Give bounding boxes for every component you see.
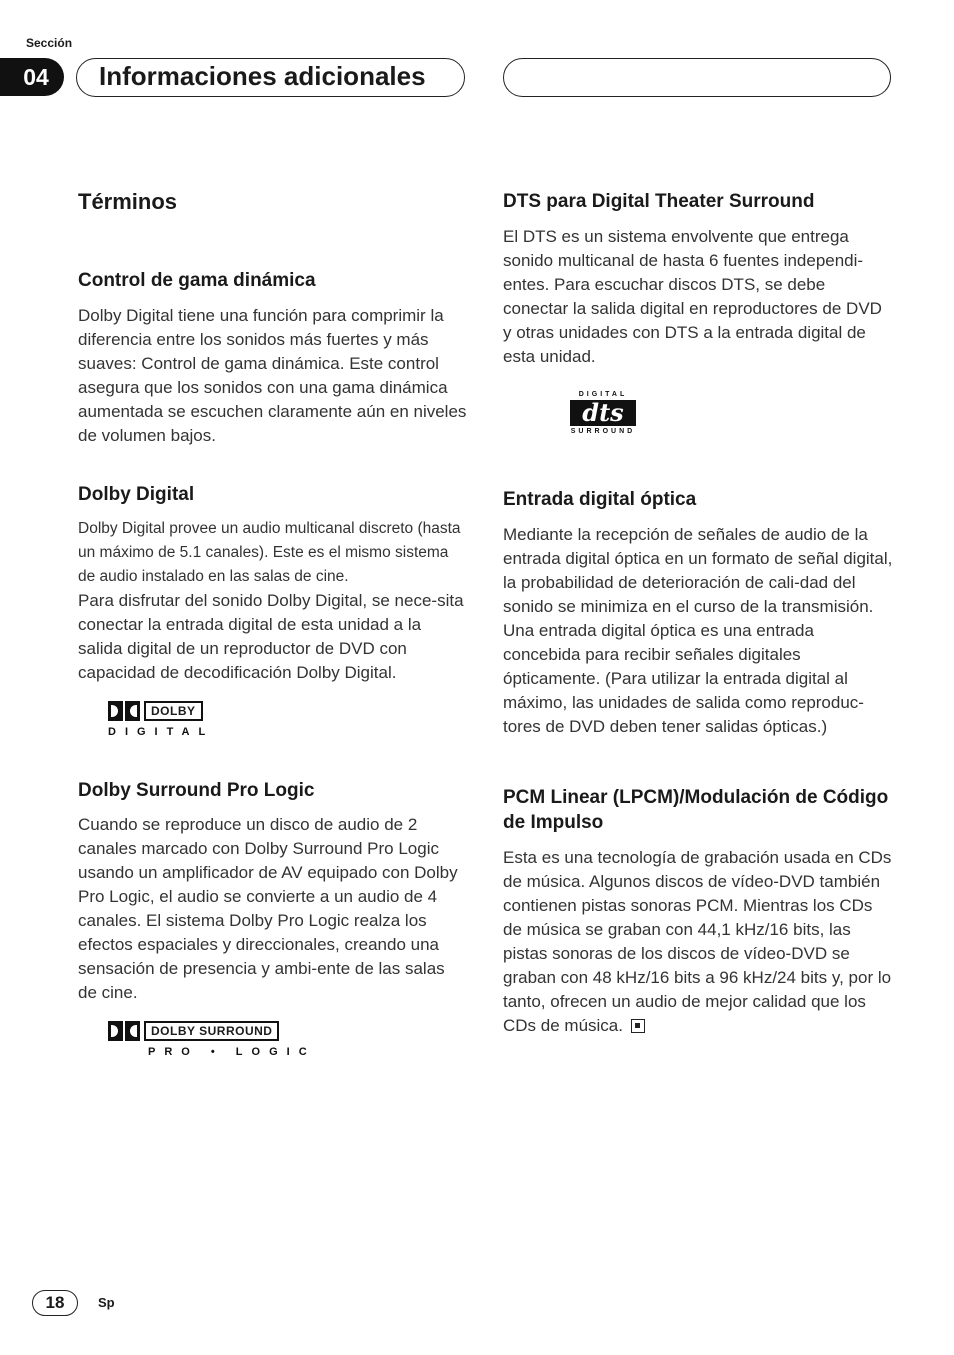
terms-heading: Términos <box>78 189 178 214</box>
dts-logo-mid: dts <box>570 400 636 426</box>
dolby-logo-text: DOLBY <box>144 701 203 721</box>
pro-logic-logo <box>108 1021 468 1058</box>
dolby-digital-title: Dolby Digital <box>78 484 195 505</box>
page-number: 18 <box>32 1290 78 1316</box>
pro-logic-body: Cuando se reproduce un disco de audio de 2 canales marcado con Dolby Surround Pro Logic usando un amplificador de AV equipado con Dolby Pro Logic, el audio se convierte a un audio de 4 canales. El sistema Dolby Pro Logic realza los efectos espaciales y direccionales, creando una sensación de presencia y ambi-ente de las salas de cine. <box>78 815 458 1002</box>
pro-logic-logo-sub: PRO • LOGIC <box>148 1046 316 1058</box>
language-code: Sp <box>98 1295 115 1310</box>
pro-logic-title: Dolby Surround Pro Logic <box>78 780 315 801</box>
dolby-logo-sub: DIGITAL <box>108 726 215 738</box>
double-d-icon <box>108 701 140 721</box>
page-title: Informaciones adicionales <box>76 58 465 97</box>
header-right-frame <box>503 58 891 97</box>
pro-logic-logo-text: DOLBY SURROUND <box>144 1021 279 1041</box>
section-label: Sección <box>26 36 73 50</box>
optical-body: Mediante la recepción de señales de audio de la entrada digital óptica en un formato de señal digital, la probabilidad de deterioración de cali-dad del sonido se minimiza en el curso de la transmisión. Una entrada digital óptica es una entrada concebida para recibir señales digitales ópticamente. (Para utilizar la entrada digital al máximo, las unidades de salida como reproduc-tores de DVD deben tener salidas ópticas.) <box>503 525 893 736</box>
section-number: 04 <box>0 58 64 96</box>
pcm-body-container <box>503 846 893 1038</box>
pcm-body: Esta es una tecnología de grabación usada en CDs de música. Algunos discos de vídeo-DVD también contienen pistas sonoras PCM. Mientras los CDs de música se graban con 44,1 kHz/16 bits, las pistas sonoras de los discos de vídeo-DVD se graban con 48 kHz/16 bits a 96 kHz/24 bits y, por lo tanto, ofrecen un audio de mejor calidad que los CDs de música. <box>503 848 892 1035</box>
dts-body: El DTS es un sistema envolvente que entrega sonido multicanal de hasta 6 fuentes independi-entes. Para escuchar discos DTS, se debe conectar la salida digital en reproductores de DVD y otras unidades con DTS a la entrada digital de esta unidad. <box>503 227 882 366</box>
dts-logo-bot: SURROUND <box>570 428 636 435</box>
dolby-digital-body: Para disfrutar del sonido Dolby Digital, se nece-sita conectar la entrada digital de esta unidad a la salida digital de un reproductor de DVD con capacidad de decodificación Dolby Digital. <box>78 591 464 682</box>
pcm-title: PCM Linear (LPCM)/Modulación de Código de Impulso <box>503 787 889 833</box>
control-body: Dolby Digital tiene una función para comprimir la diferencia entre los sonidos más fuertes y más suaves: Control de gama dinámica. Este control asegura que los sonidos con una gama dinámica aumentada se escuchen claramente aún en niveles de volumen bajos. <box>78 306 467 445</box>
dolby-digital-body-small: Dolby Digital provee un audio multicanal discreto (hasta un máximo de 5.1 canales). Este es el mismo sistema de audio instalado en las salas de cine. <box>78 520 461 585</box>
end-mark-icon <box>631 1019 645 1033</box>
dts-logo-top: DIGITAL <box>578 391 628 398</box>
double-d-icon <box>108 1021 140 1041</box>
left-column <box>78 185 468 1058</box>
right-column <box>503 185 893 1038</box>
dolby-digital-logo <box>108 701 468 738</box>
control-title: Control de gama dinámica <box>78 270 316 291</box>
optical-title: Entrada digital óptica <box>503 489 697 510</box>
dts-logo <box>570 391 636 435</box>
dts-title: DTS para Digital Theater Surround <box>503 191 815 212</box>
